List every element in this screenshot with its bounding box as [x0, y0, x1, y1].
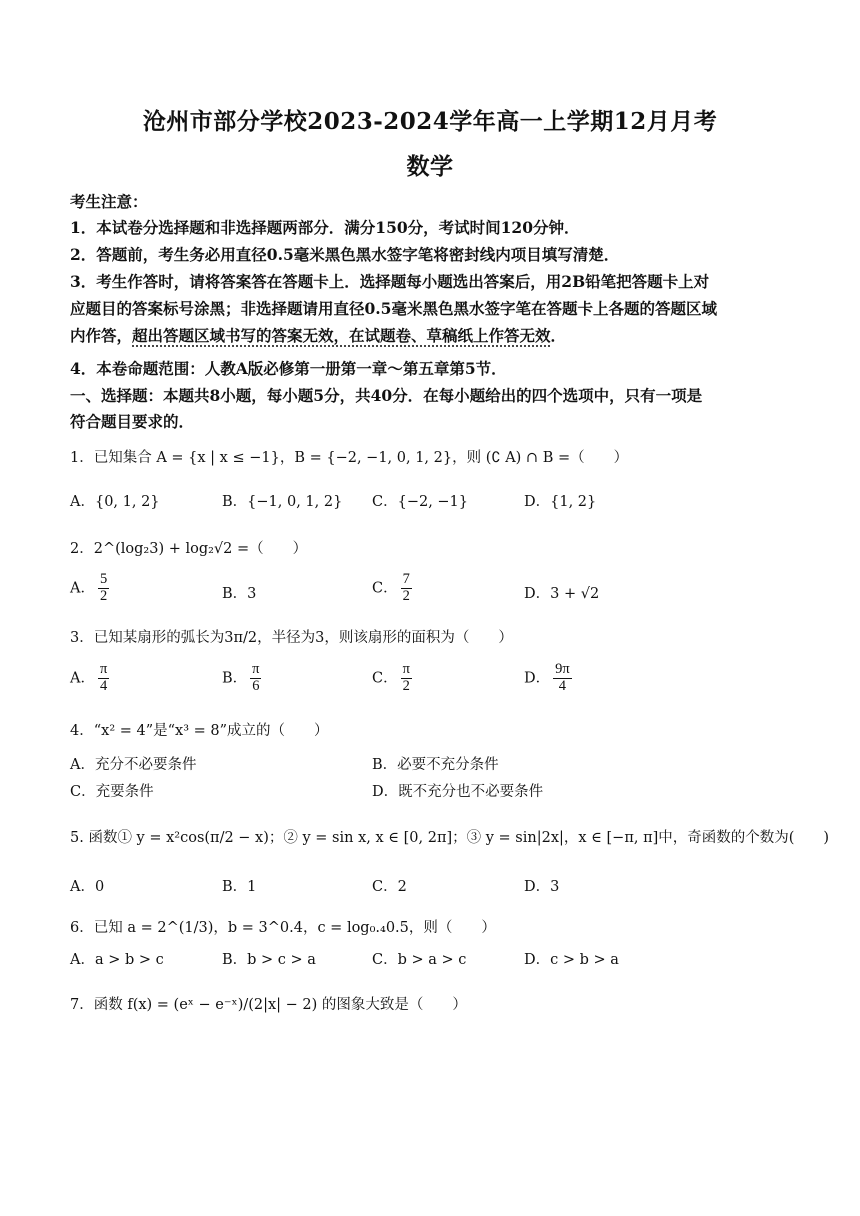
question-6-option-d: D．c > b > a: [524, 952, 619, 968]
question-5-option-c: C．2: [372, 879, 407, 895]
notice-item-3-line-3: [70, 324, 795, 346]
fraction: $\frac{9\pi}{4}$: [555, 661, 570, 694]
question-3-option-c: C． $\frac{\pi}{2}$: [372, 661, 410, 694]
question-1-option-b: B．{−1, 0, 1, 2}: [222, 494, 343, 510]
exam-subject: 数学: [406, 153, 454, 180]
notice-heading: 考生注意：: [70, 192, 148, 211]
notice-item-3-line-2: 应题目的答案标号涂黑；非选择题请用直径0.5毫米黑色黑水签字笔在答题卡上各题的答题区域: [70, 299, 717, 318]
question-1-option-d: D．{1, 2}: [524, 494, 597, 510]
question-3-option-a: A． $\frac{\pi}{4}$: [70, 661, 108, 694]
question-4-option-d: D．既不充分也不必要条件: [372, 784, 544, 800]
fraction: $\frac{\pi}{2}$: [402, 661, 410, 694]
question-2-option-a: A． $\frac{5}{2}$: [70, 571, 108, 604]
fraction: $\frac{7}{2}$: [402, 571, 410, 604]
question-5-option-b: B．1: [222, 879, 257, 895]
question-6-option-a: A．a > b > c: [70, 952, 164, 968]
notice-item-4: 4．本卷命题范围：人教A版必修第一册第一章～第五章第5节．: [70, 359, 507, 378]
question-4-option-a: A．充分不必要条件: [70, 757, 197, 773]
question-6-stem: 6．已知 a = 2^(1/3)，b = 3^0.4，c = log₀.₄0.5，则（ ）: [70, 920, 496, 936]
question-5-option-d: D．3: [524, 879, 560, 895]
notice-item-3-emphasis: 超出答题区域书写的答案无效，在试题卷、草稿纸上作答无效: [132, 326, 551, 345]
question-4-option-b: B．必要不充分条件: [372, 757, 499, 773]
fraction: $\frac{\pi}{4}$: [99, 661, 108, 694]
notice-item-3-post: ．: [550, 326, 567, 345]
question-1-option-c: C．{−2, −1}: [372, 494, 469, 510]
question-1-stem: 1．已知集合 A = {x | x ≤ −1}，B = {−2, −1, 0, 1, 2}，则 (∁ A) ∩ B =（ ）: [70, 450, 629, 466]
notice-item-1: 1．本试卷分选择题和非选择题两部分．满分150分，考试时间120分钟．: [70, 218, 580, 237]
question-3-option-d: D． $\frac{9\pi}{4}$: [524, 661, 570, 694]
question-6-option-c: C．b > a > c: [372, 952, 467, 968]
fraction: $\frac{5}{2}$: [99, 571, 108, 604]
notice-item-3-line-1: 3．考生作答时，请将答案答在答题卡上．选择题每小题选出答案后，用2B铅笔把答题卡上对: [70, 272, 710, 291]
fraction: $\frac{\pi}{6}$: [252, 661, 260, 694]
question-2-stem: 2．2^(log₂3) + log₂√2 =（ ）: [70, 541, 308, 557]
question-6-option-b: B．b > c > a: [222, 952, 316, 968]
question-2-option-c: C． $\frac{7}{2}$: [372, 571, 410, 604]
exam-title: 沧州市部分学校2023-2024学年高一上学期12月月考: [142, 108, 718, 135]
question-7-stem: 7．函数 f(x) = (eˣ − e⁻ˣ)/(2|x| − 2) 的图象大致是（ ）: [70, 997, 467, 1013]
question-3-option-b: B． $\frac{\pi}{6}$: [222, 661, 260, 694]
notice-item-3-pre: 内作答，: [70, 326, 133, 345]
section-1-heading-line-1: 一、选择题：本题共8小题，每小题5分，共40分．在每小题给出的四个选项中，只有一项是: [70, 386, 703, 405]
question-1-option-a: A．{0, 1, 2}: [70, 494, 160, 510]
question-5-stem: 5. 函数① y = x²cos(π/2 − x)；② y = sin x, x ∈ [0, 2π]；③ y = sin|2x|，x ∈ [−π, π]中，奇函数的个数为( ): [70, 830, 830, 846]
notice-item-2: 2．答题前，考生务必用直径0.5毫米黑色黑水签字笔将密封线内项目填写清楚．: [70, 245, 620, 264]
question-4-option-c: C．充要条件: [70, 784, 154, 800]
question-4-stem: 4．“x² = 4”是“x³ = 8”成立的（ ）: [70, 723, 329, 739]
section-1-heading-line-2: 符合题目要求的．: [70, 412, 195, 431]
question-5-option-a: A．0: [70, 879, 105, 895]
question-2-option-b: B．3: [222, 586, 257, 602]
question-3-stem: 3．已知某扇形的弧长为3π/2，半径为3，则该扇形的面积为（ ）: [70, 630, 513, 646]
question-2-option-d: D．3 + √2: [524, 586, 600, 602]
